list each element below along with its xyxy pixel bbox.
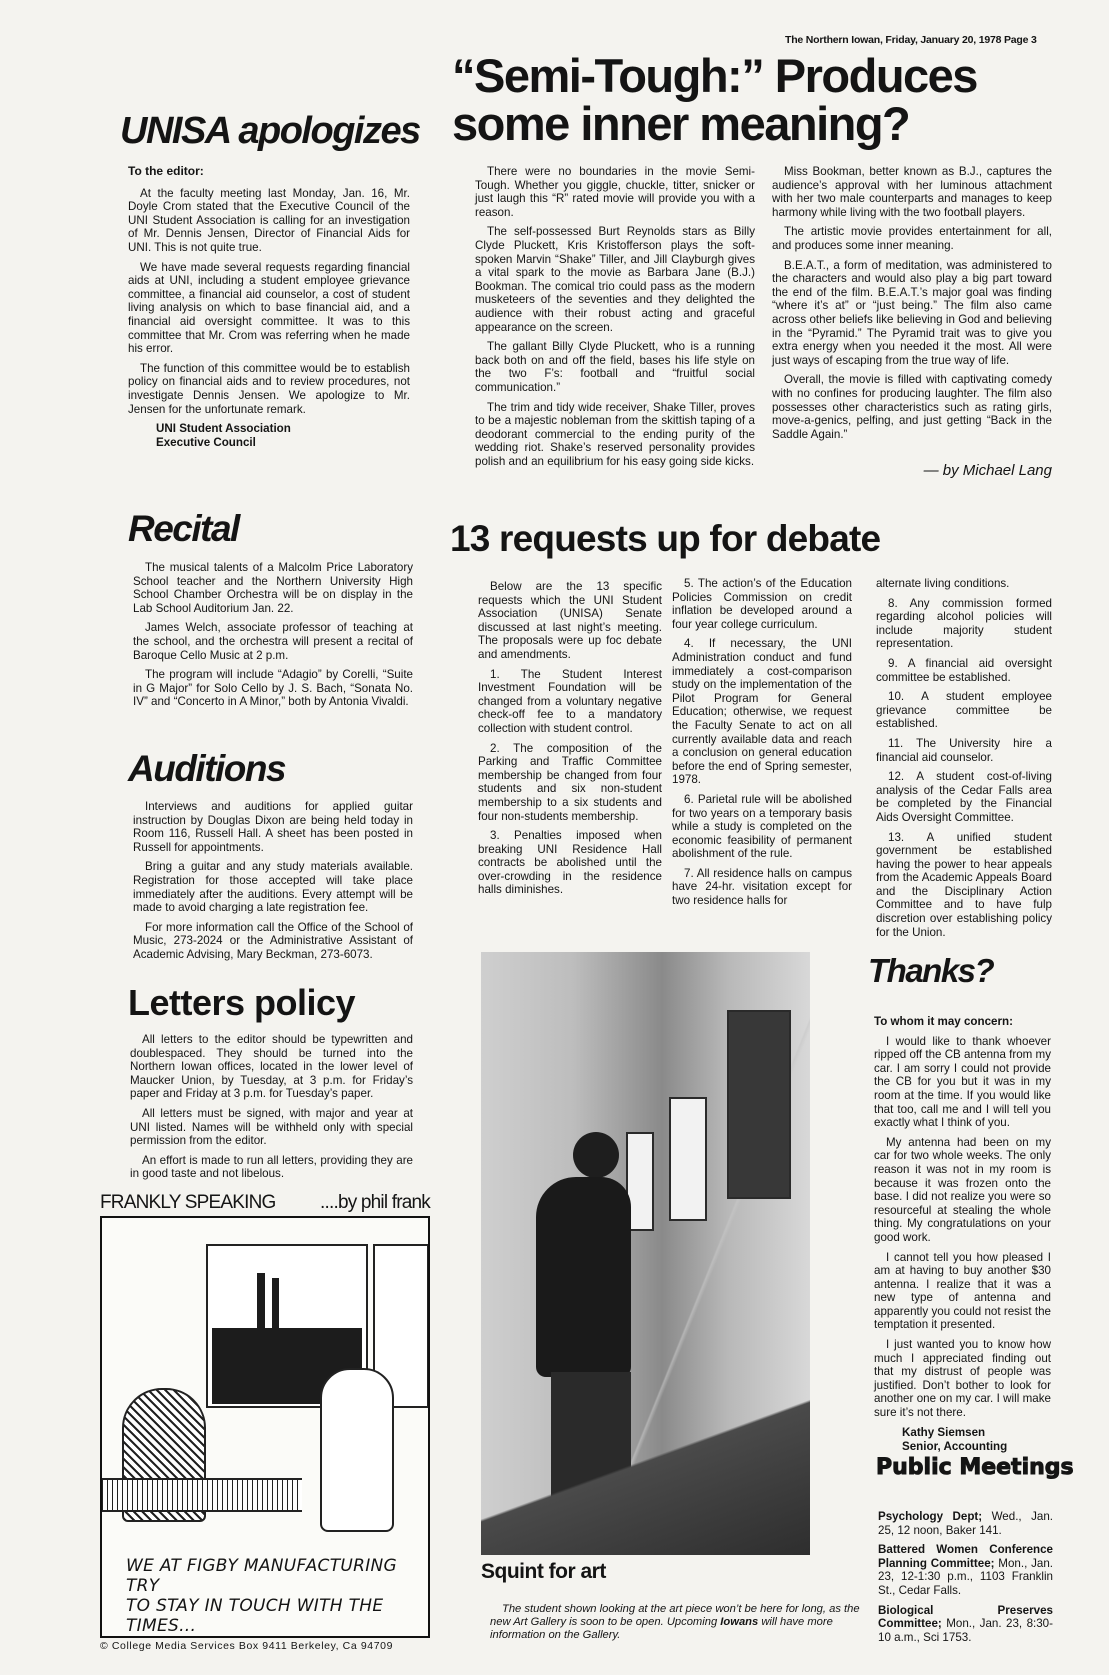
semitough-paragraph: Miss Bookman, better known as B.J., captures the audience’s approval with her luminous attachment with her two male counterparts and manages to keep harmony while living with the two football players. [772,165,1052,219]
unisa-paragraph: We have made several requests regarding financial aids at UNI, including a student employee grievance committee, a financial aid counselor, a cost of student living analysis on which to base financial aid, and a financial aid oversight committee. It was to this committee that Mr. Crom was referring when he made his error. [128,260,410,356]
wall-artwork [669,1097,707,1221]
request-item: 7. All residence halls on campus have 24-hr. visitation except for two residence halls for [672,866,852,908]
recital-paragraph: The musical talents of a Malcolm Price Laboratory School teacher and the Northern University High School Chamber Orchestra will be on display in the Lab School Auditorium Jan. 22. [133,561,413,615]
auditions-headline: Auditions [128,748,286,789]
requests-intro: Below are the 13 specific requests which the UNI Student Association (UNISA) Senate discussed at last night’s meeting. The proposals were up foc debate and amendments. [478,580,662,661]
meeting-detail: Wed., Jan. 25, 12 noon, Baker 141. [878,1510,1053,1537]
caption-text: will have more information on the Gallery. [490,1616,833,1641]
public-meetings-list [878,1510,1053,1650]
semitough-paragraph: There were no boundaries in the movie Semi-Tough. Whether you giggle, chuckle, titter, snicker or just laugh this “R” rated movie will provide you with a reason. [475,165,755,219]
comic-author: ....by phil frank [320,1192,430,1213]
meeting-name: Biological Preserves Committee; [878,1603,1053,1631]
unisa-headline: UNISA apologizes [120,110,420,152]
semitough-paragraph: B.E.A.T., a form of meditation, was administered to the characters and would also play a big part toward the end of the film. B.E.A.T.’s major goal was finding “where it’s at” or “just being.” The film also came across other beliefs like believing in God and believing in the “Pyramid.” The Pyramid trait was to give you extra energy when you needed it the most. All were just ways of escaping from the true way of life. [772,258,1052,367]
semitough-paragraph: The artistic movie provides entertainment for all, and produces some inner meaning. [772,225,1052,252]
semitough-headline-line2: some inner meaning? [452,97,910,150]
semitough-paragraph: The trim and tidy wide receiver, Shake Tiller, proves to be a majestic nobleman from the skittish taping of a deodorant commercial to the ending purity of the wedding riot. Shake’s reserved personality provides polish and an equilibrium for his easy going side kicks. [475,400,755,468]
request-item: 12. A student cost-of-living analysis of the Cedar Falls area be completed by the Financial Aids Oversight Committee. [876,770,1052,824]
comic-caption-line: TO STAY IN TOUCH WITH THE TIMES... [126,1596,384,1636]
request-item: 5. The action’s of the Education Policies Commission on credit inflation be developed around a four year college curriculum. [672,577,852,631]
smokestack-illustration [272,1278,279,1333]
request-item: 9. A financial aid oversight committee be established. [876,656,1052,684]
unisa-apologizes-article [120,112,450,150]
art-gallery-photo [481,952,810,1555]
thanks-letter-body [874,1015,1051,1454]
student-body-backpack [536,1177,631,1377]
auditions-paragraph: Bring a guitar and any study materials available. Registration for those accepted will take place immediately after the auditions. Every attempt will be made to avoid charging a late registration fee. [133,860,413,915]
comic-caption [126,1556,428,1638]
recital-paragraph: The program will include “Adagio” by Corelli, “Suite in G Major” for Solo Cello by J. S. Bach, “Sonata No. IV” and “Concerto in A Minor,” both by Antonia Vivaldi. [133,668,413,709]
caption-text: The student shown looking at the art piece won’t be here for long, as the new Art Gallery is soon to be open. Upcoming [490,1603,860,1628]
frankly-speaking-comic [100,1192,430,1652]
smokestack-illustration [257,1273,265,1333]
unisa-paragraph: The function of this committee would be to establish policy on financial aids and to review procedures, not investigate Dennis Jensen. We apologize to Mr. Jensen for the unfortunate remark. [128,361,410,416]
semitough-paragraph: The gallant Billy Clyde Pluckett, who is a running back both on and off the field, bases his life style on the two F’s: football and “fruitful social communication.” [475,340,755,394]
request-item: 4. If necessary, the UNI Administration conduct and fund immediately a cost-comparison study on the implementation of the Pilot Program for General Education; otherwise, we request the Faculty Senate to act on all currently available data and reach a conclusion on general education before the end of Spring semester, 1978. [672,637,852,787]
request-item: 6. Parietal rule will be abolished for two years on a temporary basis while a study is completed on the economic feasibility of permanent abolishment of the rule. [672,792,852,861]
requests-headline: 13 requests up for debate [450,518,881,559]
caption-bold-text: Iowans [720,1616,759,1628]
comic-panel [100,1216,430,1638]
thanks-paragraph: I cannot tell you how pleased I am at having to buy another $30 antenna. I realize that it was a new type of antenna and apparently you could not resist the temptation it presented. [874,1250,1051,1332]
request-item: alternate living conditions. [876,577,1010,590]
request-item: 1. The Student Interest Investment Foundation will be changed from a voluntary negative check-off fee to a mandatory collection with student control. [478,667,662,735]
comic-credit: © College Media Services Box 9411 Berkeley, Ca 94709 [100,1640,394,1652]
desk-illustration [102,1478,302,1512]
meeting-item [878,1604,1053,1645]
meeting-detail: Mon., Jan. 23, 8:30-10 a.m., Sci 1753. [878,1617,1053,1644]
young-man-illustration [320,1368,394,1532]
public-meetings-headline: Public Meetings [876,1455,1074,1480]
request-item: 10. A student employee grievance committee be established. [876,690,1052,731]
request-item: 13. A unified student government be established having the power to hear appeals from the Academic Appeals Board and the Disciplinary Action Committee and to have fulp discretion over establishing policy for the Union. [876,830,1052,939]
semitough-paragraph: Overall, the movie is filled with captivating comedy with no confines for producing laughter. The film also possesses other characteristics such as rating girls, move-a-genics, pelfing, and just getting “Back in the Saddle Again.” [772,373,1052,441]
comic-caption-line: WE AT FIGBY MANUFACTURING TRY [126,1556,398,1596]
letters-policy-paragraph: All letters must be signed, with major and year at UNI listed. Names will be withheld only with special permission from the editor. [130,1106,413,1148]
meeting-name: Battered Women Conference Planning Committee; [878,1543,1053,1570]
meeting-item [878,1543,1053,1597]
gallery-floor [481,1392,810,1555]
meeting-detail: Mon., Jan. 23, 12-1:30 p.m., 1103 Franklin St., Cedar Falls. [878,1556,1053,1597]
semitough-column-2 [772,165,1052,447]
request-item: 11. The University hire a financial aid counselor. [876,736,1052,764]
auditions-paragraph: For more information call the Office of the School of Music, 273-2024 or the Administrative Assistant of Academic Advising, Mary Beckman, 273-6073. [133,920,413,961]
meeting-item [878,1510,1053,1537]
letters-policy-headline: Letters policy [128,982,356,1023]
student-head [573,1132,619,1178]
semitough-byline: — by Michael Lang [923,462,1052,479]
semitough-column-1 [475,165,755,474]
thanks-signature-name: Kathy Siemsen [902,1425,986,1439]
unisa-signature-line2: Executive Council [156,436,256,450]
thanks-salutation: To whom it may concern: [874,1015,1013,1028]
requests-column-1 [478,580,662,903]
unisa-paragraph: At the faculty meeting last Monday, Jan. 16, Mr. Doyle Crom stated that the Executive Council of the UNI Student Association is calling for an investigation of Mr. Dennis Jensen, Director of Financial Aids for UNI. This is not quite true. [128,186,410,254]
requests-column-2 [672,577,852,914]
unisa-signature-line1: UNI Student Association [156,422,291,436]
page-folio: The Northern Iowan, Friday, January 20, 1978 Page 3 [785,34,1037,46]
letters-policy-body [130,1033,413,1187]
thanks-paragraph: I just wanted you to know how much I appreciated finding out that my distrust of people was justified. Don’t bother to look for another one on my car. I will make sure it’s not there. [874,1338,1051,1420]
auditions-paragraph: Interviews and auditions for applied guitar instruction by Douglas Dixon are being held today in Room 116, Russell Hall. A sheet has been posted in Russell for appointments. [133,800,413,854]
request-item: 8. Any commission formed regarding alcohol policies will include majority student representation. [876,596,1052,651]
recital-body [133,561,413,715]
comic-caption-line [126,1636,428,1638]
thanks-paragraph: I would like to thank whoever ripped off the CB antenna from my car. I am sorry I could not provide the CB for you but it was in my room at the time. If you would like that too, call me and I will tell you exactly what I think of you. [874,1034,1052,1130]
wall-artwork [727,1010,791,1199]
request-item: 2. The composition of the Parking and Traffic Committee membership be changed from four students and six non-student membership to a six students and four non-students membership. [478,741,662,823]
meeting-name: Psychology Dept; [878,1510,983,1523]
photo-caption [490,1603,860,1642]
thanks-signature-title: Senior, Accounting [902,1439,1008,1453]
recital-headline: Recital [128,508,239,549]
letters-policy-paragraph: All letters to the editor should be typewritten and doublespaced. They should be turned into the Northern Iowan offices, located in the lower level of Maucker Union, by Tuesday, at 3 p.m. for Friday’s paper and Friday at 3 p.m. for Tuesday’s paper. [130,1033,413,1101]
semitough-paragraph: The self-possessed Burt Reynolds stars as Billy Clyde Pluckett, Kris Kristofferson plays the soft-spoken Marvin “Shake” Tiller, and Jill Clayburgh gives a vital spark to the movie as Barbara Jane (B.J.) Bookman. The comical trio could pass as the modern musketeers of the seventies and they delighted the audience with their robust acting and graceful appearance on the screen. [475,225,755,334]
thanks-paragraph: My antenna had been on my car for two whole weeks. The only reason it was not in my room is because it was frozen onto the base. I did not realize you were so resourceful at stealing the whole thing. My congratulations on your good work. [874,1135,1051,1244]
auditions-body [133,800,413,968]
request-item: 3. Penalties imposed when breaking UNI Residence Hall contracts be abolished until the over-crowding in the residence halls diminishes. [478,829,662,897]
photo-headline: Squint for art [481,1560,606,1583]
comic-title: FRANKLY SPEAKING [100,1192,276,1213]
semitough-headline-line1: “Semi-Tough:” Produces [452,49,977,102]
requests-column-3 [876,577,1052,945]
thanks-headline: Thanks? [868,952,994,989]
unisa-salutation: To the editor: [128,164,204,178]
letters-policy-paragraph: An effort is made to run all letters, providing they are in good taste and not libelous. [130,1153,413,1181]
unisa-letter-body [128,165,410,450]
recital-paragraph: James Welch, associate professor of teaching at the school, and the orchestra will present a recital of Baroque Cello Music at 2 p.m. [133,621,413,662]
